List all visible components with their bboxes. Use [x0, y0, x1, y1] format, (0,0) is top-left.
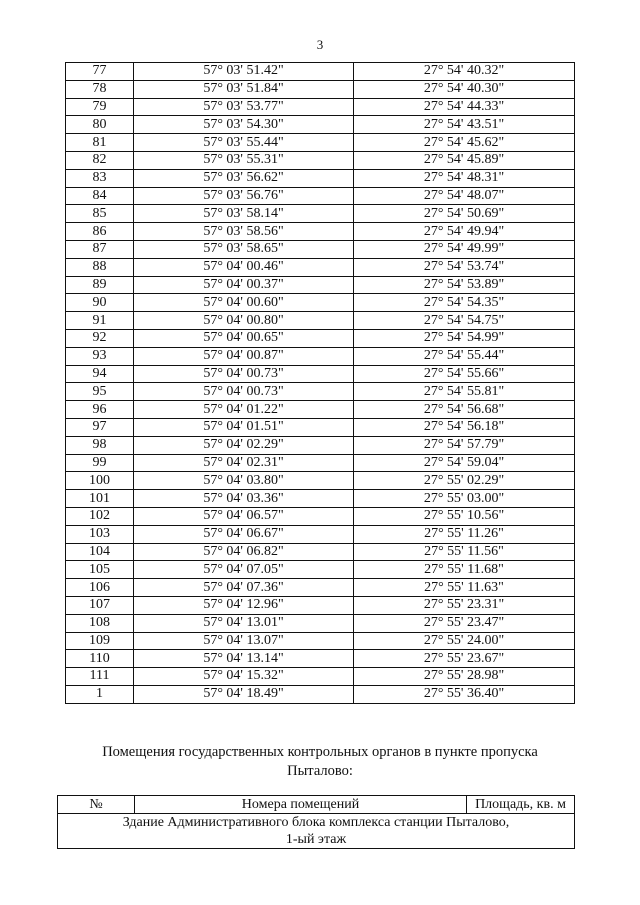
longitude-cell: 27° 55' 11.63" — [354, 579, 575, 597]
rooms-building-row — [58, 814, 575, 849]
point-number-cell: 100 — [66, 472, 134, 490]
latitude-cell: 57° 04' 01.22" — [134, 401, 354, 419]
table-row — [66, 507, 575, 525]
latitude-cell: 57° 04' 00.73" — [134, 383, 354, 401]
point-number-cell: 106 — [66, 579, 134, 597]
longitude-cell: 27° 54' 54.35" — [354, 294, 575, 312]
table-row — [66, 187, 575, 205]
longitude-cell: 27° 55' 36.40" — [354, 685, 575, 703]
longitude-cell: 27° 55' 23.31" — [354, 596, 575, 614]
point-number-cell: 94 — [66, 365, 134, 383]
coordinates-table-body — [66, 63, 575, 704]
point-number-cell: 107 — [66, 596, 134, 614]
longitude-cell: 27° 54' 43.51" — [354, 116, 575, 134]
latitude-cell: 57° 03' 54.30" — [134, 116, 354, 134]
longitude-cell: 27° 55' 28.98" — [354, 668, 575, 686]
latitude-cell: 57° 04' 00.60" — [134, 294, 354, 312]
table-row — [66, 525, 575, 543]
point-number-cell: 103 — [66, 525, 134, 543]
point-number-cell: 85 — [66, 205, 134, 223]
longitude-cell: 27° 54' 54.99" — [354, 329, 575, 347]
table-row — [66, 294, 575, 312]
longitude-cell: 27° 54' 54.75" — [354, 312, 575, 330]
table-row — [66, 63, 575, 81]
latitude-cell: 57° 04' 18.49" — [134, 685, 354, 703]
latitude-cell: 57° 04' 15.32" — [134, 668, 354, 686]
point-number-cell: 109 — [66, 632, 134, 650]
table-row — [66, 401, 575, 419]
longitude-cell: 27° 54' 57.79" — [354, 436, 575, 454]
point-number-cell: 93 — [66, 347, 134, 365]
table-row — [66, 490, 575, 508]
rooms-caption — [60, 743, 580, 781]
point-number-cell: 80 — [66, 116, 134, 134]
longitude-cell: 27° 54' 55.66" — [354, 365, 575, 383]
latitude-cell: 57° 04' 00.46" — [134, 258, 354, 276]
latitude-cell: 57° 04' 13.07" — [134, 632, 354, 650]
longitude-cell: 27° 55' 23.67" — [354, 650, 575, 668]
latitude-cell: 57° 04' 06.82" — [134, 543, 354, 561]
point-number-cell: 77 — [66, 63, 134, 81]
point-number-cell: 78 — [66, 80, 134, 98]
latitude-cell: 57° 04' 00.65" — [134, 329, 354, 347]
point-number-cell: 83 — [66, 169, 134, 187]
latitude-cell: 57° 03' 55.44" — [134, 134, 354, 152]
longitude-cell: 27° 54' 53.89" — [354, 276, 575, 294]
table-row — [66, 151, 575, 169]
point-number-cell: 90 — [66, 294, 134, 312]
table-row — [66, 347, 575, 365]
point-number-cell: 91 — [66, 312, 134, 330]
table-row — [66, 614, 575, 632]
table-row — [66, 596, 575, 614]
rooms-caption-line-2: Пыталово: — [287, 763, 353, 779]
point-number-cell: 95 — [66, 383, 134, 401]
table-row — [66, 561, 575, 579]
latitude-cell: 57° 04' 00.73" — [134, 365, 354, 383]
longitude-cell: 27° 55' 02.29" — [354, 472, 575, 490]
point-number-cell: 99 — [66, 454, 134, 472]
rooms-table-header-row — [58, 796, 575, 814]
table-row — [66, 436, 575, 454]
latitude-cell: 57° 03' 51.42" — [134, 63, 354, 81]
point-number-cell: 97 — [66, 418, 134, 436]
latitude-cell: 57° 04' 00.80" — [134, 312, 354, 330]
point-number-cell: 104 — [66, 543, 134, 561]
table-row — [66, 650, 575, 668]
point-number-cell: 98 — [66, 436, 134, 454]
latitude-cell: 57° 04' 06.67" — [134, 525, 354, 543]
table-row — [66, 632, 575, 650]
longitude-cell: 27° 54' 49.99" — [354, 240, 575, 258]
longitude-cell: 27° 54' 40.32" — [354, 63, 575, 81]
table-row — [66, 134, 575, 152]
table-row — [66, 240, 575, 258]
point-number-cell: 92 — [66, 329, 134, 347]
latitude-cell: 57° 03' 56.62" — [134, 169, 354, 187]
longitude-cell: 27° 55' 03.00" — [354, 490, 575, 508]
longitude-cell: 27° 55' 11.68" — [354, 561, 575, 579]
latitude-cell: 57° 04' 01.51" — [134, 418, 354, 436]
building-cell — [58, 814, 575, 849]
table-row — [66, 329, 575, 347]
point-number-cell: 101 — [66, 490, 134, 508]
longitude-cell: 27° 54' 56.68" — [354, 401, 575, 419]
building-line-1: Здание Административного блока комплекса станции Пыталово, — [122, 815, 510, 830]
point-number-cell: 110 — [66, 650, 134, 668]
rooms-header-number: № — [58, 796, 135, 814]
table-row — [66, 543, 575, 561]
table-row — [66, 579, 575, 597]
table-row — [66, 223, 575, 241]
latitude-cell: 57° 03' 58.56" — [134, 223, 354, 241]
table-row — [66, 169, 575, 187]
point-number-cell: 102 — [66, 507, 134, 525]
latitude-cell: 57° 04' 12.96" — [134, 596, 354, 614]
point-number-cell: 82 — [66, 151, 134, 169]
point-number-cell: 96 — [66, 401, 134, 419]
longitude-cell: 27° 55' 11.56" — [354, 543, 575, 561]
longitude-cell: 27° 55' 11.26" — [354, 525, 575, 543]
table-row — [66, 312, 575, 330]
latitude-cell: 57° 04' 07.36" — [134, 579, 354, 597]
longitude-cell: 27° 54' 50.69" — [354, 205, 575, 223]
table-row — [66, 116, 575, 134]
latitude-cell: 57° 04' 02.31" — [134, 454, 354, 472]
table-row — [66, 418, 575, 436]
longitude-cell: 27° 55' 10.56" — [354, 507, 575, 525]
table-row — [66, 685, 575, 703]
latitude-cell: 57° 04' 13.01" — [134, 614, 354, 632]
table-row — [66, 383, 575, 401]
point-number-cell: 88 — [66, 258, 134, 276]
table-row — [66, 668, 575, 686]
table-row — [66, 276, 575, 294]
latitude-cell: 57° 03' 58.14" — [134, 205, 354, 223]
rooms-header-area: Площадь, кв. м — [467, 796, 575, 814]
point-number-cell: 79 — [66, 98, 134, 116]
longitude-cell: 27° 54' 48.07" — [354, 187, 575, 205]
longitude-cell: 27° 54' 40.30" — [354, 80, 575, 98]
longitude-cell: 27° 54' 48.31" — [354, 169, 575, 187]
point-number-cell: 89 — [66, 276, 134, 294]
latitude-cell: 57° 04' 00.87" — [134, 347, 354, 365]
longitude-cell: 27° 55' 24.00" — [354, 632, 575, 650]
point-number-cell: 86 — [66, 223, 134, 241]
table-row — [66, 454, 575, 472]
longitude-cell: 27° 54' 56.18" — [354, 418, 575, 436]
longitude-cell: 27° 54' 53.74" — [354, 258, 575, 276]
longitude-cell: 27° 55' 23.47" — [354, 614, 575, 632]
table-row — [66, 98, 575, 116]
table-row — [66, 365, 575, 383]
latitude-cell: 57° 04' 02.29" — [134, 436, 354, 454]
longitude-cell: 27° 54' 55.81" — [354, 383, 575, 401]
latitude-cell: 57° 04' 07.05" — [134, 561, 354, 579]
latitude-cell: 57° 03' 58.65" — [134, 240, 354, 258]
point-number-cell: 1 — [66, 685, 134, 703]
latitude-cell: 57° 03' 53.77" — [134, 98, 354, 116]
latitude-cell: 57° 03' 55.31" — [134, 151, 354, 169]
longitude-cell: 27° 54' 49.94" — [354, 223, 575, 241]
point-number-cell: 81 — [66, 134, 134, 152]
rooms-header-room-numbers: Номера помещений — [135, 796, 467, 814]
latitude-cell: 57° 04' 03.36" — [134, 490, 354, 508]
point-number-cell: 84 — [66, 187, 134, 205]
point-number-cell: 105 — [66, 561, 134, 579]
point-number-cell: 87 — [66, 240, 134, 258]
table-row — [66, 258, 575, 276]
building-line-2: 1-ый этаж — [285, 832, 347, 847]
table-row — [66, 205, 575, 223]
table-row — [66, 472, 575, 490]
rooms-caption-line-1: Помещения государственных контрольных органов в пункте пропуска — [102, 744, 538, 760]
point-number-cell: 108 — [66, 614, 134, 632]
table-row — [66, 80, 575, 98]
latitude-cell: 57° 04' 03.80" — [134, 472, 354, 490]
longitude-cell: 27° 54' 44.33" — [354, 98, 575, 116]
longitude-cell: 27° 54' 45.89" — [354, 151, 575, 169]
latitude-cell: 57° 04' 00.37" — [134, 276, 354, 294]
coordinates-table — [65, 62, 575, 704]
page-number: 3 — [316, 37, 324, 52]
latitude-cell: 57° 03' 51.84" — [134, 80, 354, 98]
point-number-cell: 111 — [66, 668, 134, 686]
latitude-cell: 57° 04' 13.14" — [134, 650, 354, 668]
latitude-cell: 57° 03' 56.76" — [134, 187, 354, 205]
longitude-cell: 27° 54' 59.04" — [354, 454, 575, 472]
rooms-table — [57, 795, 575, 849]
longitude-cell: 27° 54' 45.62" — [354, 134, 575, 152]
latitude-cell: 57° 04' 06.57" — [134, 507, 354, 525]
longitude-cell: 27° 54' 55.44" — [354, 347, 575, 365]
